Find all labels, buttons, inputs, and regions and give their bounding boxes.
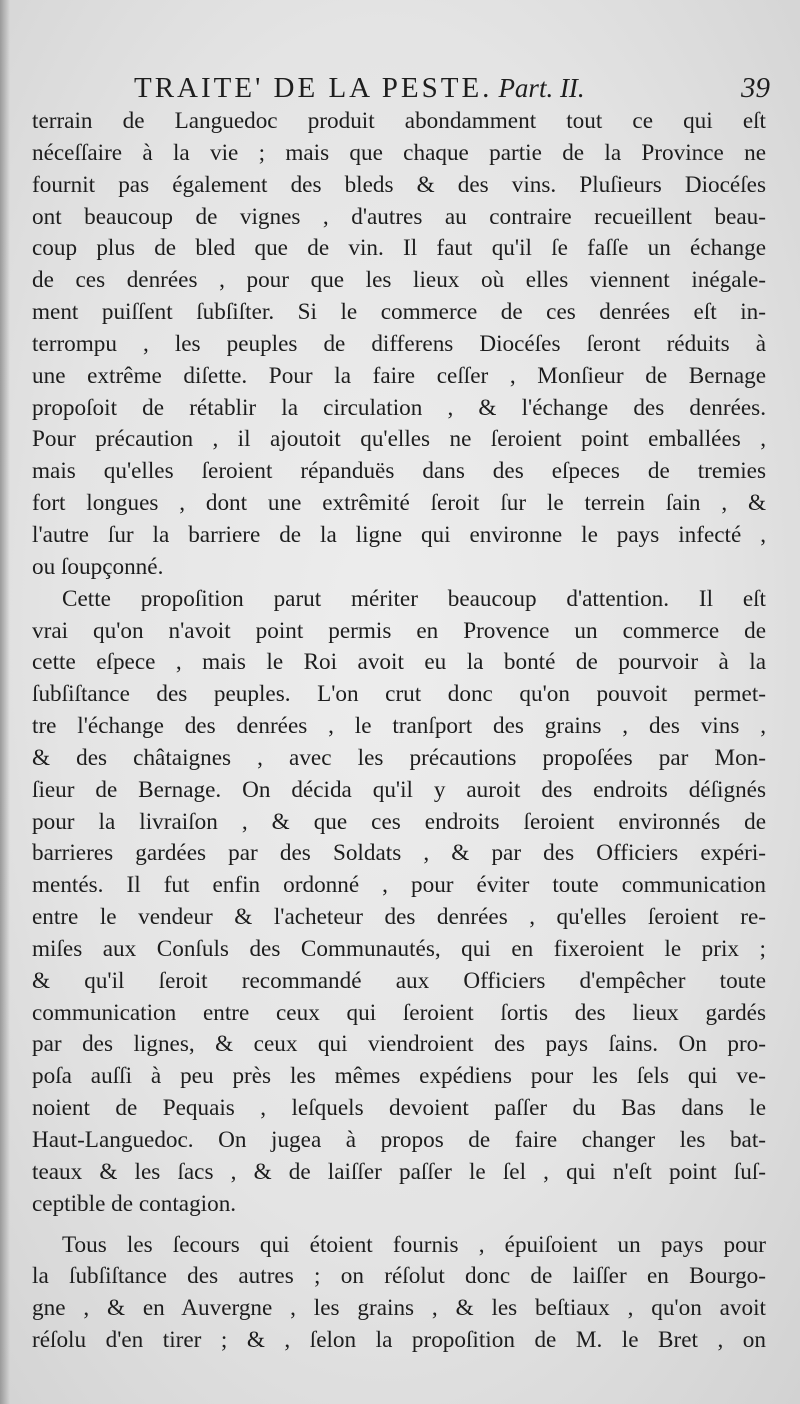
text-line: vrai qu'on n'avoit point permis en Provence un commerce de xyxy=(32,617,766,644)
running-title-part: Part. II. xyxy=(498,73,585,103)
text-line: par des lignes, & ceux qui viendroient des pays ſains. On pro- xyxy=(32,1031,766,1058)
text-line: & des châtaignes , avec les précautions propoſées par Mon- xyxy=(32,744,766,771)
text-line: ont beaucoup de vignes , d'autres au contraire recueillent beau- xyxy=(32,203,766,230)
text-line: ment puiſſent ſubſiſter. Si le commerce de ces denrées eſt in- xyxy=(32,299,766,326)
text-line: ſieur de Bernage. On décida qu'il y auroit des endroits déſignés xyxy=(32,776,766,803)
body-text xyxy=(32,106,766,1357)
text-line: réſolu d'en tirer ; & , ſelon la propoſition de M. le Bret , on xyxy=(32,1327,766,1354)
text-line: noient de Pequais , leſquels devoient paſſer du Bas dans le xyxy=(32,1095,766,1122)
text-line: une extrême diſette. Pour la faire ceſſer , Monſieur de Bernage xyxy=(32,362,766,389)
text-line: néceſſaire à la vie ; mais que chaque partie de la Province ne xyxy=(32,139,766,166)
text-line: Tous les ſecours qui étoient fournis , épuiſoient un pays pour xyxy=(62,1231,766,1258)
text-line: poſa auſſi à peu près les mêmes expédiens pour les ſels qui ve- xyxy=(32,1063,766,1090)
running-title xyxy=(134,72,585,105)
text-line: ceptible de contagion. xyxy=(32,1190,237,1217)
page-number: 39 xyxy=(741,72,770,104)
text-line: gne , & en Auvergne , les grains , & les beſtiaux , qu'on avoit xyxy=(32,1295,766,1322)
text-line: Pour précaution , il ajoutoit qu'elles ne ſeroient point emballées , xyxy=(32,426,766,453)
text-line: la ſubſiſtance des autres ; on réſolut donc de laiſſer en Bourgo- xyxy=(32,1263,766,1290)
text-line: fort longues , dont une extrêmité ſeroit ſur le terrein ſain , & xyxy=(32,490,766,517)
paragraph-1 xyxy=(32,106,766,584)
text-line: coup plus de bled que de vin. Il faut qu'il ſe faſſe un échange xyxy=(32,235,766,262)
text-line: ſubſiſtance des peuples. L'on crut donc qu'on pouvoit permet- xyxy=(32,681,766,708)
text-line: Cette propoſition parut mériter beaucoup d'attention. Il eſt xyxy=(62,585,766,612)
page-gutter-shadow xyxy=(0,0,10,1404)
paragraph-3 xyxy=(32,1230,766,1357)
text-line: communication entre ceux qui ſeroient ſortis des lieux gardés xyxy=(32,999,766,1026)
paragraph-2 xyxy=(32,584,766,1221)
text-line: fournit pas également des bleds & des vins. Pluſieurs Diocéſes xyxy=(32,171,766,198)
running-title-text: TRAITE' DE LA PESTE. xyxy=(134,72,493,104)
text-line: entre le vendeur & l'acheteur des denrées , qu'elles ſeroient re- xyxy=(32,904,766,931)
text-line: teaux & les ſacs , & de laiſſer paſſer le ſel , qui n'eſt point ſuſ- xyxy=(32,1158,766,1185)
text-line: & qu'il ſeroit recommandé aux Officiers d'empêcher toute xyxy=(32,967,766,994)
text-line: cette eſpece , mais le Roi avoit eu la bonté de pourvoir à la xyxy=(32,649,766,676)
text-line: miſes aux Conſuls des Communautés, qui en fixeroient le prix ; xyxy=(32,935,766,962)
text-line: propoſoit de rétablir la circulation , & l'échange des denrées. xyxy=(32,394,766,421)
text-line: mentés. Il fut enfin ordonné , pour éviter toute communication xyxy=(32,872,766,899)
text-line: barrieres gardées par des Soldats , & par des Officiers expéri- xyxy=(32,840,766,867)
text-line: pour la livraiſon , & que ces endroits ſeroient environnés de xyxy=(32,808,766,835)
text-line: ou ſoupçonné. xyxy=(32,553,164,580)
text-line: terrain de Languedoc produit abondamment tout ce qui eſt xyxy=(32,108,766,134)
text-line: tre l'échange des denrées , le tranſport des grains , des vins , xyxy=(32,713,766,740)
text-line: de ces denrées , pour que les lieux où elles viennent inégale- xyxy=(32,267,766,294)
text-line: l'autre ſur la barriere de la ligne qui environne le pays infecté , xyxy=(32,521,766,548)
text-line: terrompu , les peuples de differens Diocéſes ſeront réduits à xyxy=(32,330,766,357)
text-line: Haut-Languedoc. On jugea à propos de faire changer les bat- xyxy=(32,1127,766,1153)
text-line: mais qu'elles ſeroient répanduës dans des eſpeces de tremies xyxy=(32,458,766,485)
